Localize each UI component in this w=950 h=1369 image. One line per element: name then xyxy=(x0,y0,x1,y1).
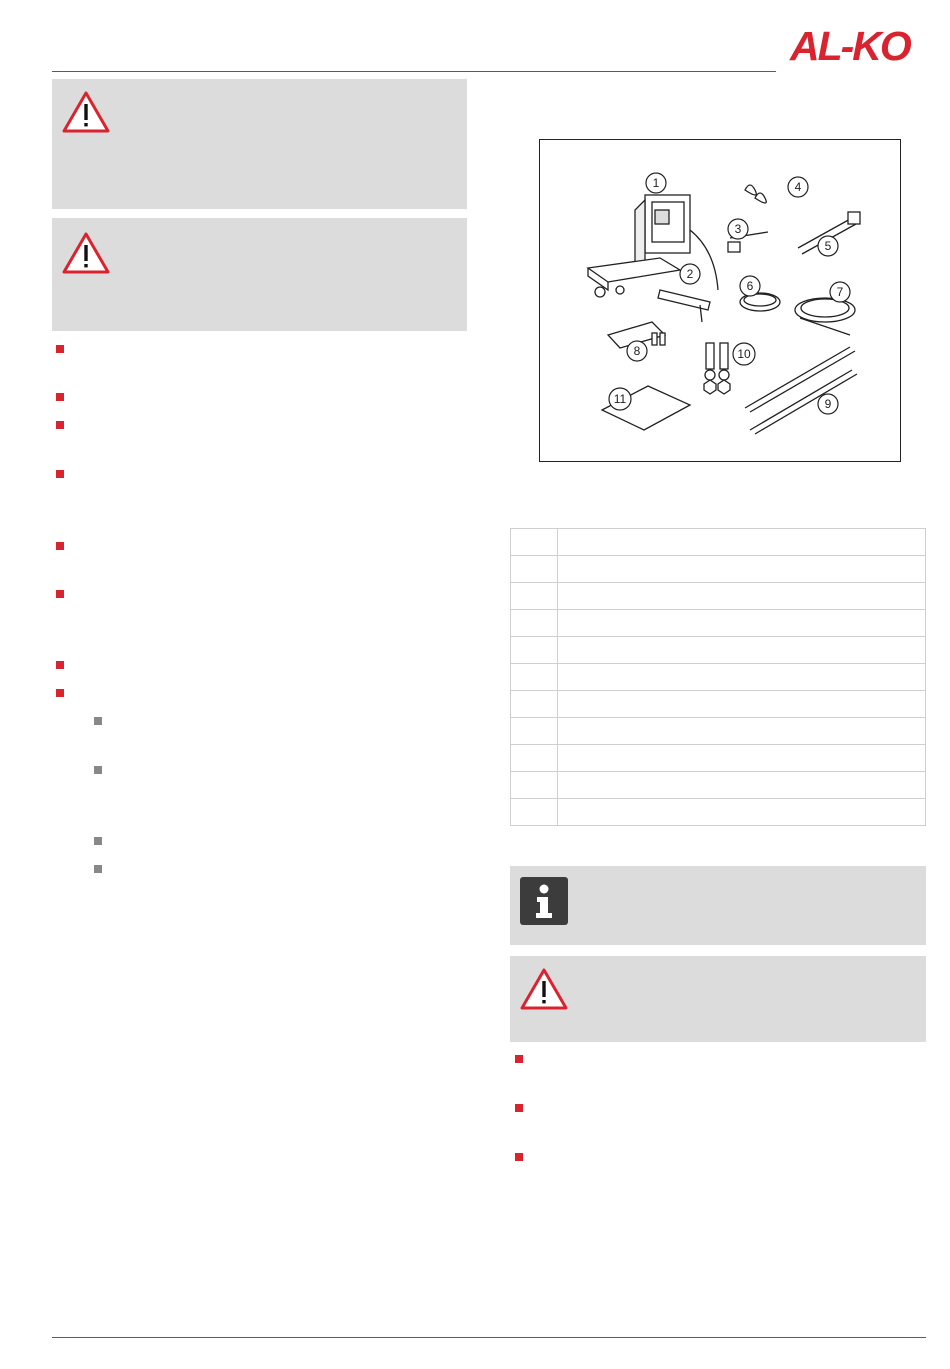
warning-triangle-icon xyxy=(519,967,569,1011)
warning-box-1 xyxy=(52,79,467,209)
callout-label: 2 xyxy=(686,267,694,281)
callout-label: 8 xyxy=(633,344,641,358)
table-cell xyxy=(558,772,926,799)
table-cell xyxy=(558,745,926,772)
list-item-bullet xyxy=(515,1104,523,1112)
list-item-bullet xyxy=(515,1153,523,1161)
parts-figure xyxy=(539,139,901,462)
list-item-bullet xyxy=(515,1055,523,1063)
sub-list-item-bullet xyxy=(94,837,102,845)
parts-illustration xyxy=(540,140,900,461)
table-row xyxy=(511,691,926,718)
table-row xyxy=(511,610,926,637)
callout-label: 7 xyxy=(836,285,844,299)
footer-rule xyxy=(52,1337,926,1338)
table-row xyxy=(511,718,926,745)
list-item-bullet xyxy=(56,661,64,669)
table-row xyxy=(511,772,926,799)
warning-triangle-icon xyxy=(61,90,111,134)
info-icon xyxy=(520,877,568,925)
table-cell xyxy=(511,529,558,556)
callout-label: 3 xyxy=(734,222,742,236)
list-item-bullet xyxy=(56,345,64,353)
table-row xyxy=(511,745,926,772)
list-item-bullet xyxy=(56,470,64,478)
table-cell xyxy=(558,583,926,610)
al-ko-logo: AL-KO xyxy=(790,23,910,69)
list-item-bullet xyxy=(56,393,64,401)
table-row xyxy=(511,799,926,826)
callout-label: 9 xyxy=(824,397,832,411)
warning-box-2 xyxy=(52,218,467,331)
table-cell xyxy=(558,610,926,637)
sub-list-item-bullet xyxy=(94,717,102,725)
table-cell xyxy=(558,556,926,583)
table-cell xyxy=(558,718,926,745)
table-row xyxy=(511,556,926,583)
sub-list-item-bullet xyxy=(94,865,102,873)
table-cell xyxy=(511,610,558,637)
parts-table xyxy=(510,528,926,826)
table-cell xyxy=(511,664,558,691)
list-item-bullet xyxy=(56,421,64,429)
table-row xyxy=(511,583,926,610)
table-cell xyxy=(511,637,558,664)
warning-triangle-icon xyxy=(61,231,111,275)
callout-label: 11 xyxy=(613,392,627,406)
list-item-bullet xyxy=(56,689,64,697)
table-cell xyxy=(558,637,926,664)
table-cell xyxy=(511,799,558,826)
callout-label: 10 xyxy=(737,347,751,361)
callout-label: 1 xyxy=(652,176,660,190)
table-row xyxy=(511,664,926,691)
sub-list-item-bullet xyxy=(94,766,102,774)
table-cell xyxy=(558,664,926,691)
list-item-bullet xyxy=(56,590,64,598)
table-cell xyxy=(511,556,558,583)
table-cell xyxy=(511,718,558,745)
table-row xyxy=(511,529,926,556)
callout-label: 6 xyxy=(746,279,754,293)
table-cell xyxy=(558,529,926,556)
callout-label: 4 xyxy=(794,180,802,194)
table-cell xyxy=(558,799,926,826)
table-row xyxy=(511,637,926,664)
list-item-bullet xyxy=(56,542,64,550)
table-cell xyxy=(511,745,558,772)
table-cell xyxy=(511,583,558,610)
table-cell xyxy=(511,772,558,799)
table-cell xyxy=(558,691,926,718)
warning-box-3 xyxy=(510,956,926,1042)
header-rule xyxy=(52,71,776,72)
callout-label: 5 xyxy=(824,239,832,253)
info-box xyxy=(510,866,926,945)
table-cell xyxy=(511,691,558,718)
